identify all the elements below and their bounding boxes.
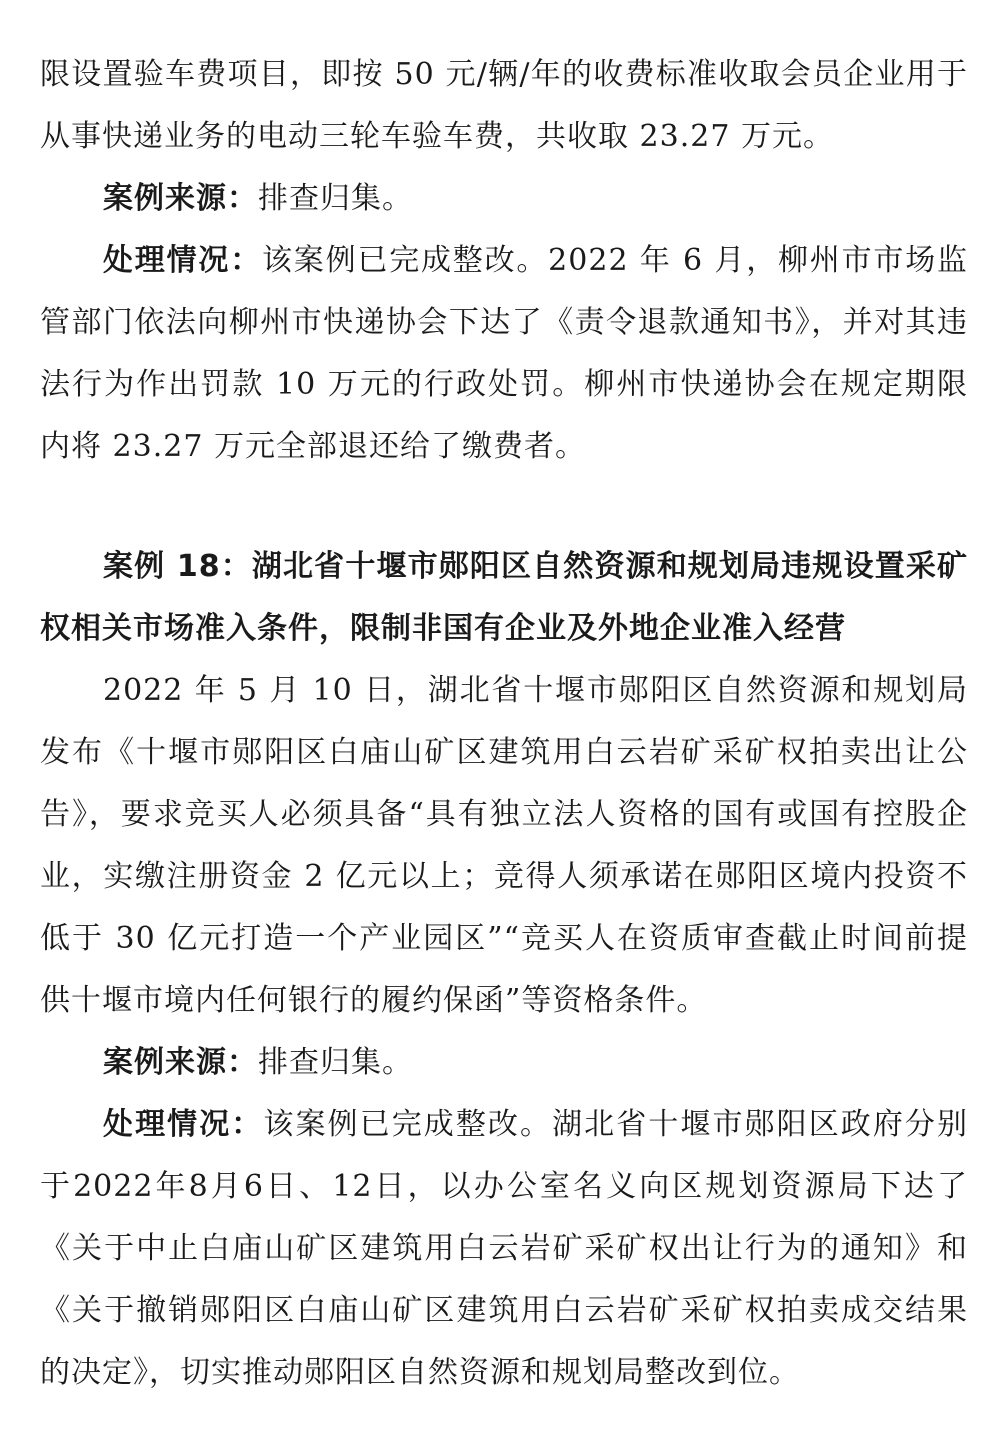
case-source-1 [40,168,968,230]
handling-status-1 [40,230,968,478]
section-gap [40,478,968,536]
document-page [40,0,968,1404]
handling-status-text: 该案例已完成整改。2022 年 6 月，柳州市市场监管部门依法向柳州市快递协会下达了《责令退款通知书》，并对其违法行为作出罚款 10 万元的行政处罚。柳州市快递协会在规定期限内将 23.27 万元全部退还给了缴费者。 [40,243,969,464]
case-source-label: 案例来源： [103,181,258,216]
case-source-label: 案例来源： [103,1045,258,1080]
case-18-title: 案例 18：湖北省十堰市郧阳区自然资源和规划局违规设置采矿权相关市场准入条件，限制非国有企业及外地企业准入经营 [40,549,968,646]
handling-status-text: 该案例已完成整改。湖北省十堰市郧阳区政府分别于2022年8月6日、12日，以办公室名义向区规划资源局下达了《关于中止白庙山矿区建筑用白云岩矿采矿权出让行为的通知》和《关于撤销郧阳区白庙山矿区建筑用白云岩矿采矿权拍卖成交结果的决定》，切实推动郧阳区自然资源和规划局整改到位。 [40,1107,969,1390]
handling-status-label: 处理情况： [103,243,262,278]
case-18-body: 2022 年 5 月 10 日，湖北省十堰市郧阳区自然资源和规划局发布《十堰市郧阳区白庙山矿区建筑用白云岩矿采矿权拍卖出让公告》，要求竞买人必须具备“具有独立法人资格的国有或国有控股企业，实缴注册资金 2 亿元以上；竞得人须承诺在郧阳区境内投资不低于 30 亿元打造一个产业园区”“竞买人在资质审查截止时间前提供十堰市境内任何银行的履约保函”等资格条件。 [40,673,968,1018]
handling-status-2 [40,1094,968,1404]
case-source-text: 排查归集。 [258,1045,413,1080]
handling-status-label: 处理情况： [103,1107,264,1142]
paragraph-fee-description: 限设置验车费项目，即按 50 元/辆/年的收费标准收取会员企业用于从事快递业务的电动三轮车验车费，共收取 23.27 万元。 [40,57,968,154]
case-source-text: 排查归集。 [258,181,413,216]
case-source-2 [40,1032,968,1094]
